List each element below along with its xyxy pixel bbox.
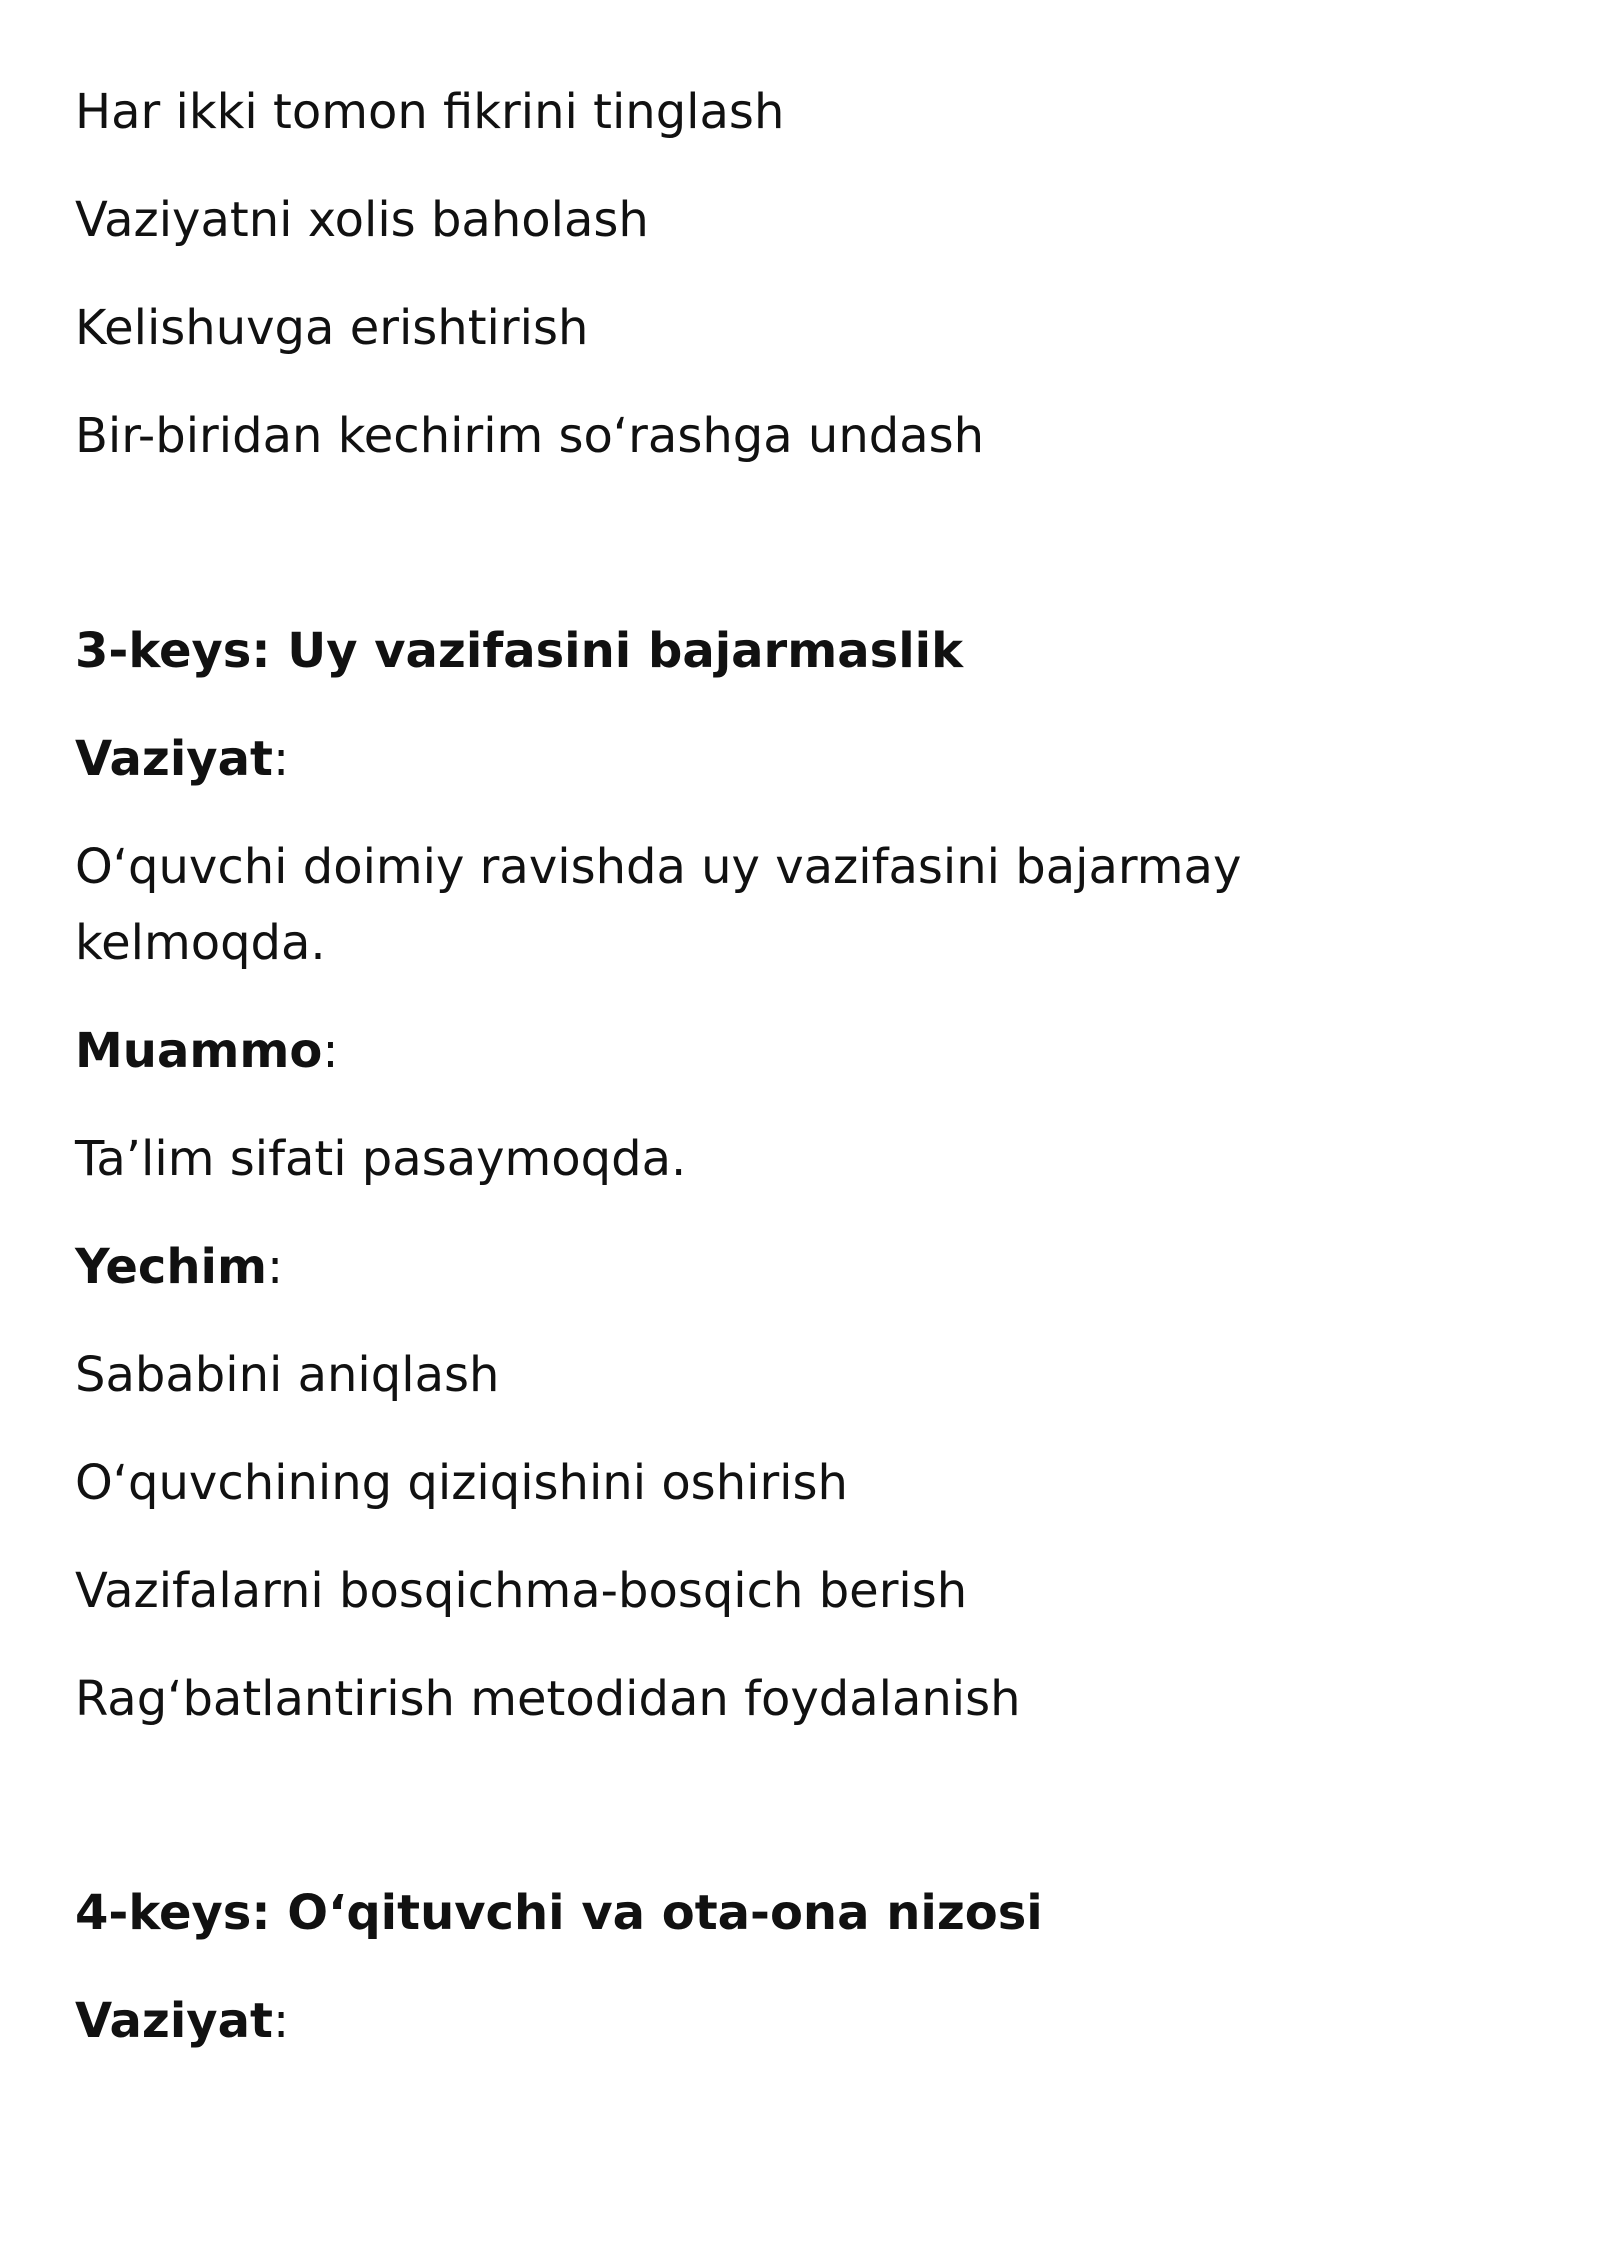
list-item: Rag‘batlantirish metodidan foydalanish xyxy=(75,1671,1021,1727)
case-4-situation-label xyxy=(75,1984,289,2059)
list-item: O‘quvchining qiziqishini oshirish xyxy=(75,1455,848,1511)
case-3-situation-label xyxy=(75,722,289,797)
label-text: Vaziyat xyxy=(75,1993,273,2049)
case-3-heading: 3-keys: Uy vazifasini bajarmaslik xyxy=(75,623,964,679)
case-3-situation-text-line-1: O‘quvchi doimiy ravishda uy vazifasini bajarmay xyxy=(75,839,1242,895)
case-3-situation-text-line-2: kelmoqda. xyxy=(75,915,326,971)
case-3-solution-label xyxy=(75,1230,283,1305)
label-text: Yechim xyxy=(75,1239,267,1295)
list-item: Bir-biridan kechirim so‘rashga undash xyxy=(75,408,985,464)
label-text: Vaziyat xyxy=(75,731,273,787)
case-4-heading: 4-keys: O‘qituvchi va ota-ona nizosi xyxy=(75,1885,1043,1941)
colon: : xyxy=(267,1239,284,1295)
label-text: Muammo xyxy=(75,1023,323,1079)
colon: : xyxy=(322,1023,339,1079)
list-item: Vaziyatni xolis baholash xyxy=(75,192,649,248)
case-3-problem-label xyxy=(75,1014,339,1089)
colon: : xyxy=(272,731,290,787)
list-item: Kelishuvga erishtirish xyxy=(75,300,589,356)
list-item: Har ikki tomon fikrini tinglash xyxy=(75,84,785,140)
case-3-problem-text: Ta’lim sifati pasaymoqda. xyxy=(75,1131,687,1187)
colon: : xyxy=(272,1993,290,2049)
list-item: Vazifalarni bosqichma-bosqich berish xyxy=(75,1563,968,1619)
list-item: Sababini aniqlash xyxy=(75,1347,500,1403)
